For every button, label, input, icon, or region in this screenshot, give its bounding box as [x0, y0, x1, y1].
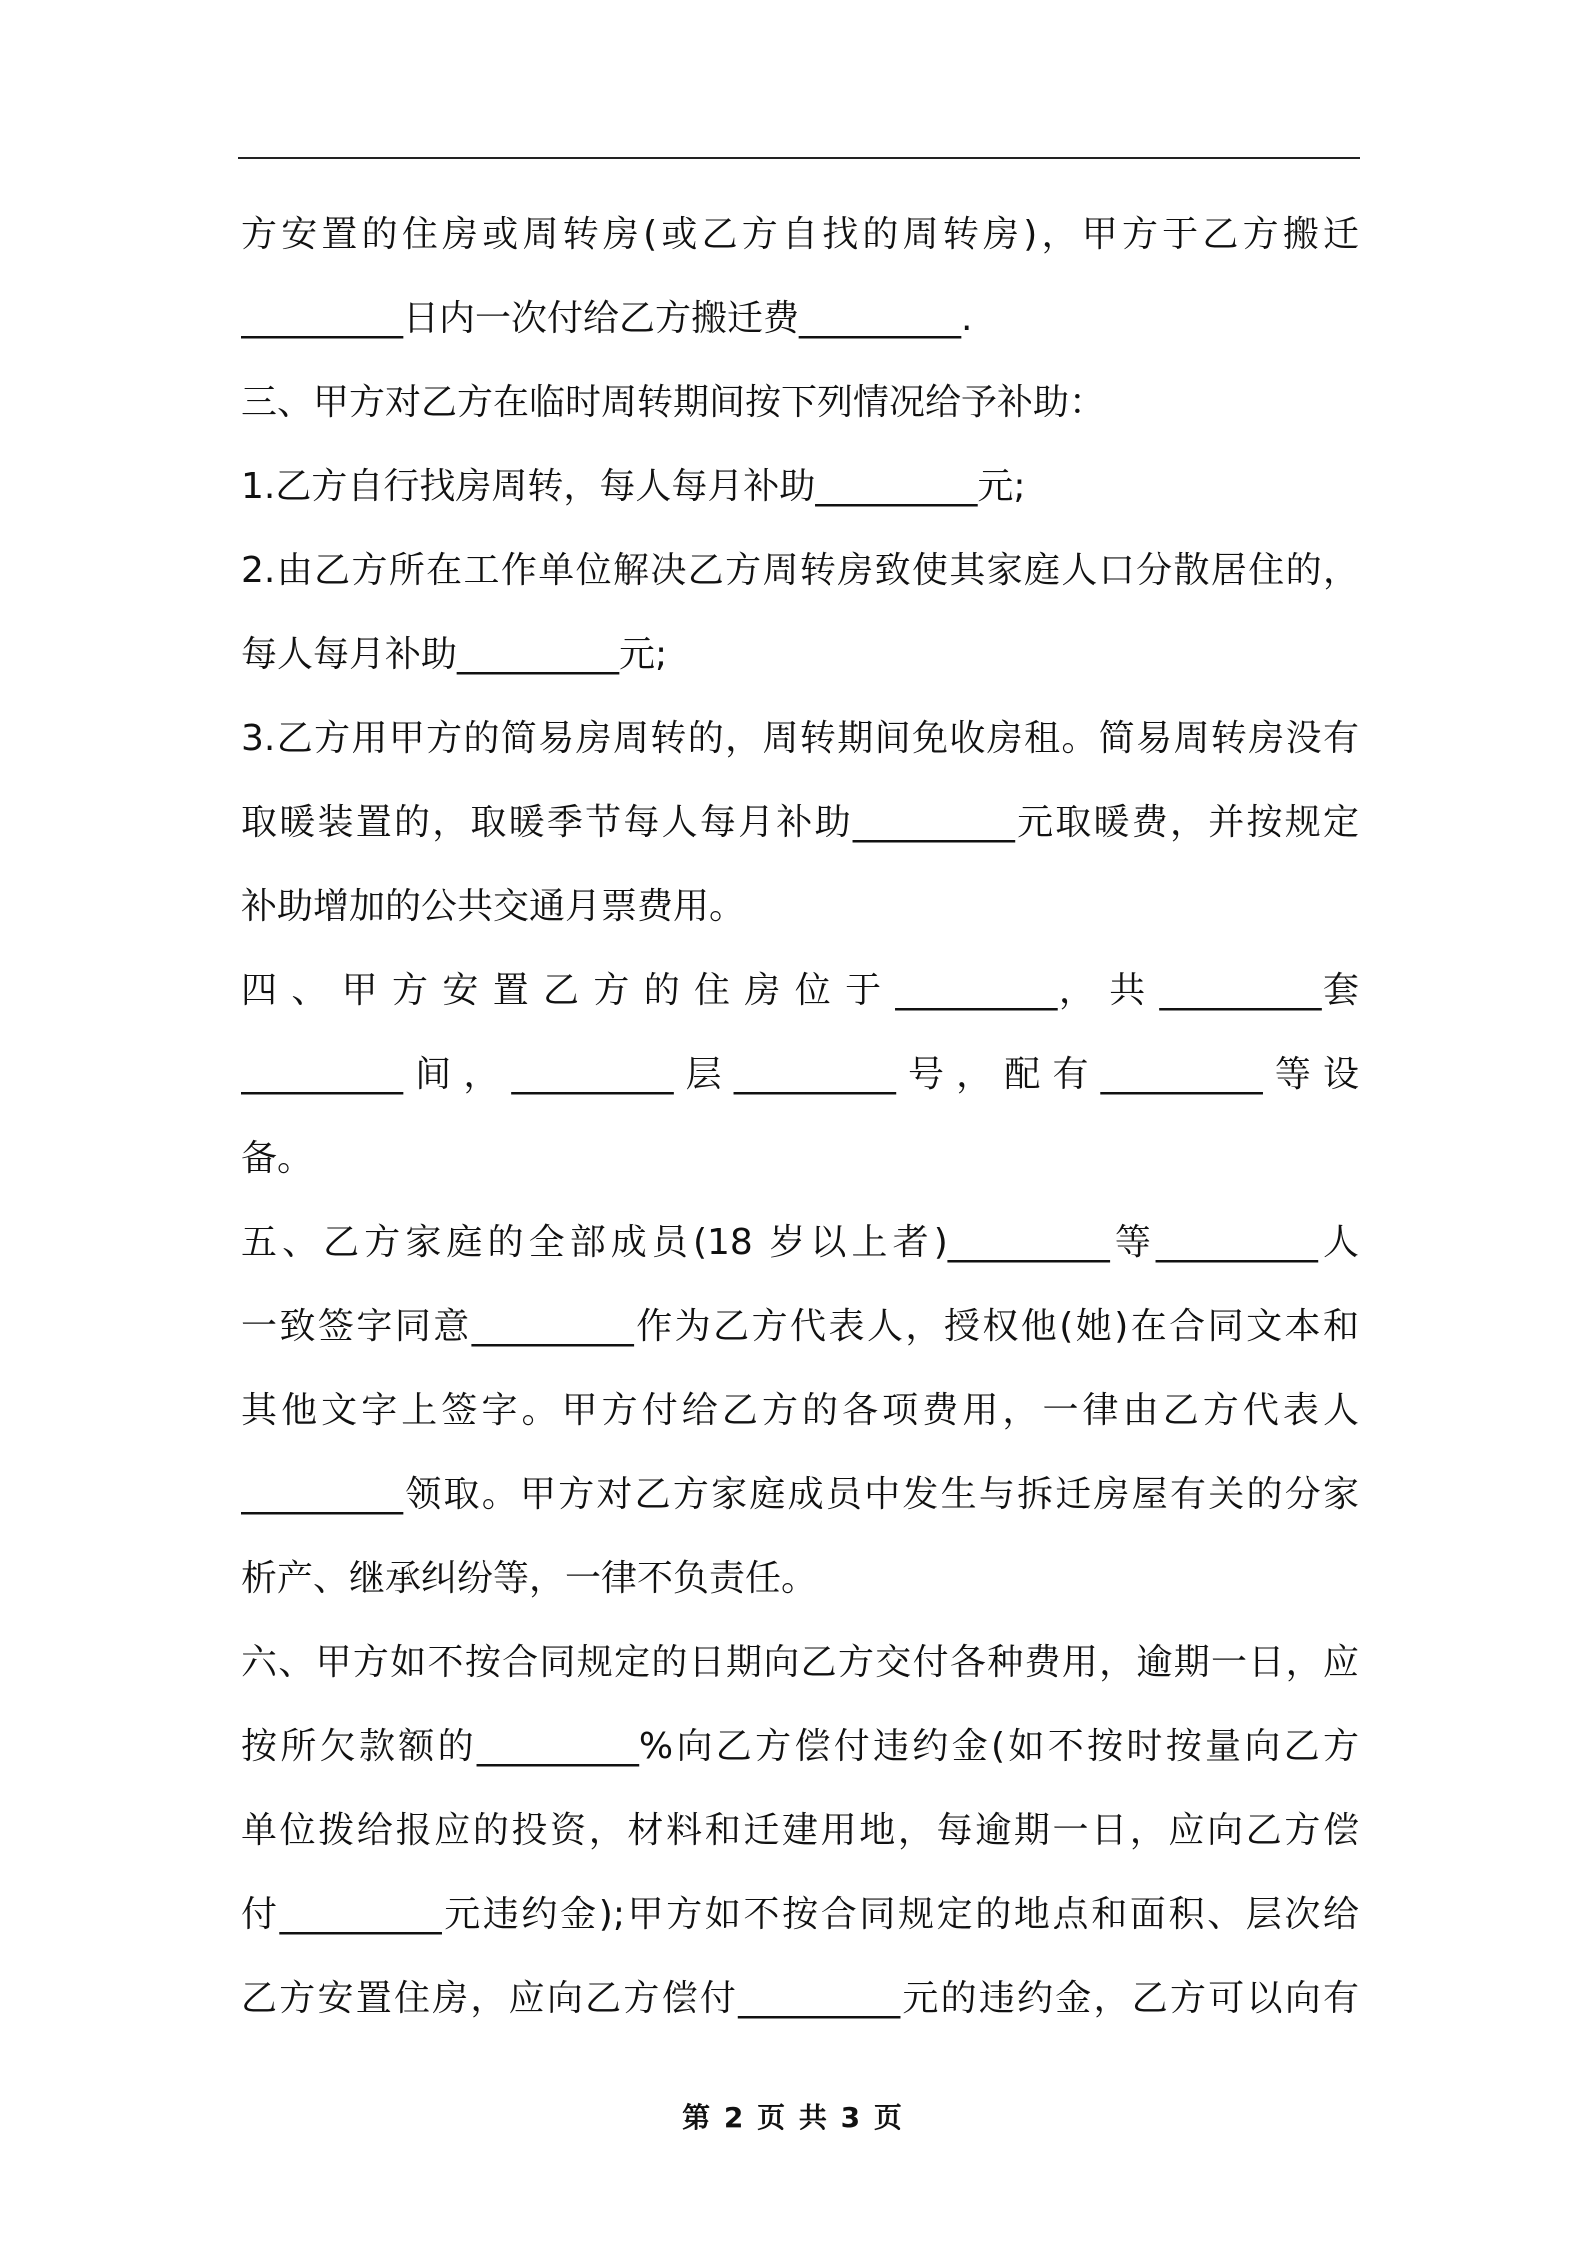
- page-number: 第 2 页 共 3 页: [682, 2101, 904, 2134]
- text-line: _________日内一次付给乙方搬迁费_________.: [241, 298, 973, 339]
- header-rule: [238, 157, 1360, 159]
- text-line: 乙方安置住房，应向乙方偿付_________元的违约金，乙方可以向有: [241, 1978, 1359, 2019]
- text-line: 方安置的住房或周转房(或乙方自找的周转房)，甲方于乙方搬迁: [241, 214, 1359, 255]
- text-line: 付_________元违约金);甲方如不按合同规定的地点和面积、层次给: [241, 1894, 1359, 1935]
- text-line: 五、乙方家庭的全部成员(18 岁以上者)_________等_________人: [241, 1222, 1359, 1263]
- text-line: 取暖装置的，取暖季节每人每月补助_________元取暖费，并按规定: [241, 802, 1359, 843]
- text-line: 1.乙方自行找房周转，每人每月补助_________元;: [241, 466, 1026, 507]
- text-line: 三、甲方对乙方在临时周转期间按下列情况给予补助：: [241, 382, 1106, 423]
- text-line: 四 、 甲 方 安 置 乙 方 的 住 房 位 于 _________， 共 _________套: [241, 970, 1359, 1011]
- text-line: 备。: [241, 1138, 314, 1179]
- text-line: 单位拨给报应的投资，材料和迁建用地，每逾期一日，应向乙方偿: [241, 1810, 1359, 1851]
- text-line: 按所欠款额的_________%向乙方偿付违约金(如不按时按量向乙方: [241, 1726, 1359, 1767]
- text-line: _________间，_________层_________号，配有_________等设: [241, 1054, 1359, 1095]
- text-line: 析产、继承纠纷等，一律不负责任。: [241, 1558, 818, 1599]
- text-line: _________领取。甲方对乙方家庭成员中发生与拆迁房屋有关的分家: [241, 1474, 1359, 1515]
- text-line: 六、甲方如不按合同规定的日期向乙方交付各种费用，逾期一日，应: [241, 1642, 1359, 1683]
- text-line: 一致签字同意_________作为乙方代表人，授权他(她)在合同文本和: [241, 1306, 1359, 1347]
- text-line: 3.乙方用甲方的简易房周转的，周转期间免收房租。简易周转房没有: [241, 718, 1359, 759]
- text-line: 其他文字上签字。甲方付给乙方的各项费用，一律由乙方代表人: [241, 1390, 1359, 1431]
- text-line: 补助增加的公共交通月票费用。: [241, 886, 746, 927]
- text-line: 2.由乙方所在工作单位解决乙方周转房致使其家庭人口分散居住的，: [241, 550, 1359, 591]
- document-body: [241, 193, 1359, 2041]
- text-line: 每人每月补助_________元;: [241, 634, 668, 675]
